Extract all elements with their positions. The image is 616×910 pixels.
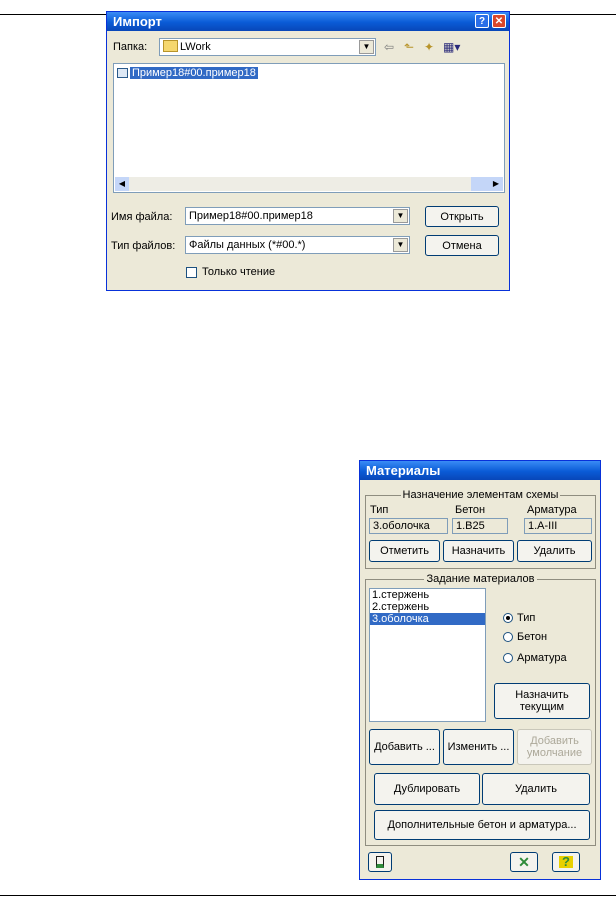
- help-button[interactable]: ?: [475, 14, 489, 28]
- col-rebar-label: Арматура: [527, 504, 577, 516]
- materials-dialog: [359, 460, 601, 880]
- col-type-label: Тип: [370, 504, 389, 516]
- list-item-selected[interactable]: 3.оболочка: [370, 613, 485, 625]
- cancel-button[interactable]: Отмена: [425, 235, 499, 256]
- scroll-right-icon[interactable]: ▶: [489, 177, 503, 191]
- filename-field[interactable]: [185, 207, 410, 225]
- duplicate-button[interactable]: Дублировать: [374, 773, 480, 805]
- define-group: [365, 573, 596, 846]
- new-folder-icon[interactable]: ✦: [423, 40, 435, 54]
- materials-titlebar: [360, 461, 600, 480]
- define-group-legend: [366, 573, 595, 585]
- filetype-dropdown-icon[interactable]: ▼: [393, 238, 408, 252]
- list-item[interactable]: 1.стержень: [372, 589, 430, 601]
- filename-value: Пример18#00.пример18: [189, 210, 313, 222]
- assign-group: [365, 489, 596, 569]
- chevron-down-icon[interactable]: ▼: [359, 40, 374, 54]
- scroll-left-icon[interactable]: ◀: [115, 177, 129, 191]
- radio-type-label: Тип: [517, 612, 536, 624]
- materials-title: Материалы: [366, 463, 441, 478]
- ok-button[interactable]: [510, 852, 538, 872]
- radio-rebar-label: Арматура: [517, 652, 567, 664]
- assign-current-button[interactable]: [494, 683, 590, 719]
- extra-materials-button[interactable]: Дополнительные бетон и арматура...: [374, 810, 590, 840]
- horizontal-scrollbar[interactable]: [115, 177, 503, 191]
- close-button[interactable]: ✕: [492, 14, 506, 28]
- file-name: Пример18#00.пример18: [132, 67, 256, 79]
- assign-group-label: Назначение элементам схемы: [402, 489, 559, 501]
- assign-group-legend: [366, 489, 595, 501]
- radio-rebar[interactable]: [503, 653, 513, 663]
- folder-icon: [163, 40, 178, 52]
- assign-current-line2: текущим: [519, 701, 565, 713]
- add-default-button: [517, 729, 592, 765]
- readonly-checkbox[interactable]: [186, 267, 197, 278]
- assign-button[interactable]: Назначить: [443, 540, 514, 562]
- import-title: Импорт: [113, 14, 162, 29]
- filetype-value: Файлы данных (*#00.*): [189, 239, 306, 251]
- edit-button[interactable]: Изменить ...: [443, 729, 514, 765]
- delete-button[interactable]: Удалить: [517, 540, 592, 562]
- radio-concrete[interactable]: [503, 632, 513, 642]
- filename-dropdown-icon[interactable]: ▼: [393, 209, 408, 223]
- folder-label: Папка:: [113, 41, 148, 53]
- filetype-select[interactable]: [185, 236, 410, 254]
- import-dialog: [106, 11, 510, 291]
- col-concrete-label: Бетон: [455, 504, 486, 516]
- folder-value: LWork: [180, 41, 211, 53]
- filetype-label: Тип файлов:: [111, 240, 176, 252]
- filename-label: Имя файла:: [111, 211, 173, 223]
- file-list: [113, 63, 505, 193]
- scroll-thumb[interactable]: [471, 177, 489, 191]
- assign-current-line1: Назначить: [515, 689, 569, 701]
- readonly-label: Только чтение: [202, 266, 276, 278]
- tool-button[interactable]: [368, 852, 392, 872]
- rebar-value-field: 1.A-III: [524, 518, 592, 534]
- mark-button[interactable]: Отметить: [369, 540, 440, 562]
- list-item[interactable]: 2.стержень: [372, 601, 430, 613]
- type-value-field: 3.оболочка: [369, 518, 448, 534]
- define-group-label: Задание материалов: [426, 573, 535, 585]
- question-icon: ?: [559, 856, 573, 868]
- materials-list[interactable]: [369, 588, 486, 722]
- import-titlebar: [107, 12, 509, 31]
- up-folder-icon[interactable]: ⬑: [403, 40, 415, 54]
- check-icon: ✕: [518, 854, 530, 870]
- back-arrow-icon[interactable]: ⇦: [383, 40, 395, 54]
- add-button[interactable]: Добавить ...: [369, 729, 440, 765]
- folder-combobox[interactable]: [159, 38, 376, 56]
- radio-type[interactable]: [503, 613, 513, 623]
- delete-material-button[interactable]: Удалить: [482, 773, 590, 805]
- help-materials-button[interactable]: [552, 852, 580, 872]
- open-button[interactable]: Открыть: [425, 206, 499, 227]
- add-default-line1: Добавить: [530, 735, 579, 747]
- add-default-line2: умолчание: [526, 747, 583, 759]
- brush-icon: [376, 856, 384, 868]
- view-menu-icon[interactable]: ▦▾: [443, 40, 461, 54]
- bottom-page-rule: [0, 895, 616, 896]
- radio-concrete-label: Бетон: [517, 631, 548, 643]
- file-icon: [117, 68, 128, 78]
- concrete-value-field: 1.B25: [452, 518, 508, 534]
